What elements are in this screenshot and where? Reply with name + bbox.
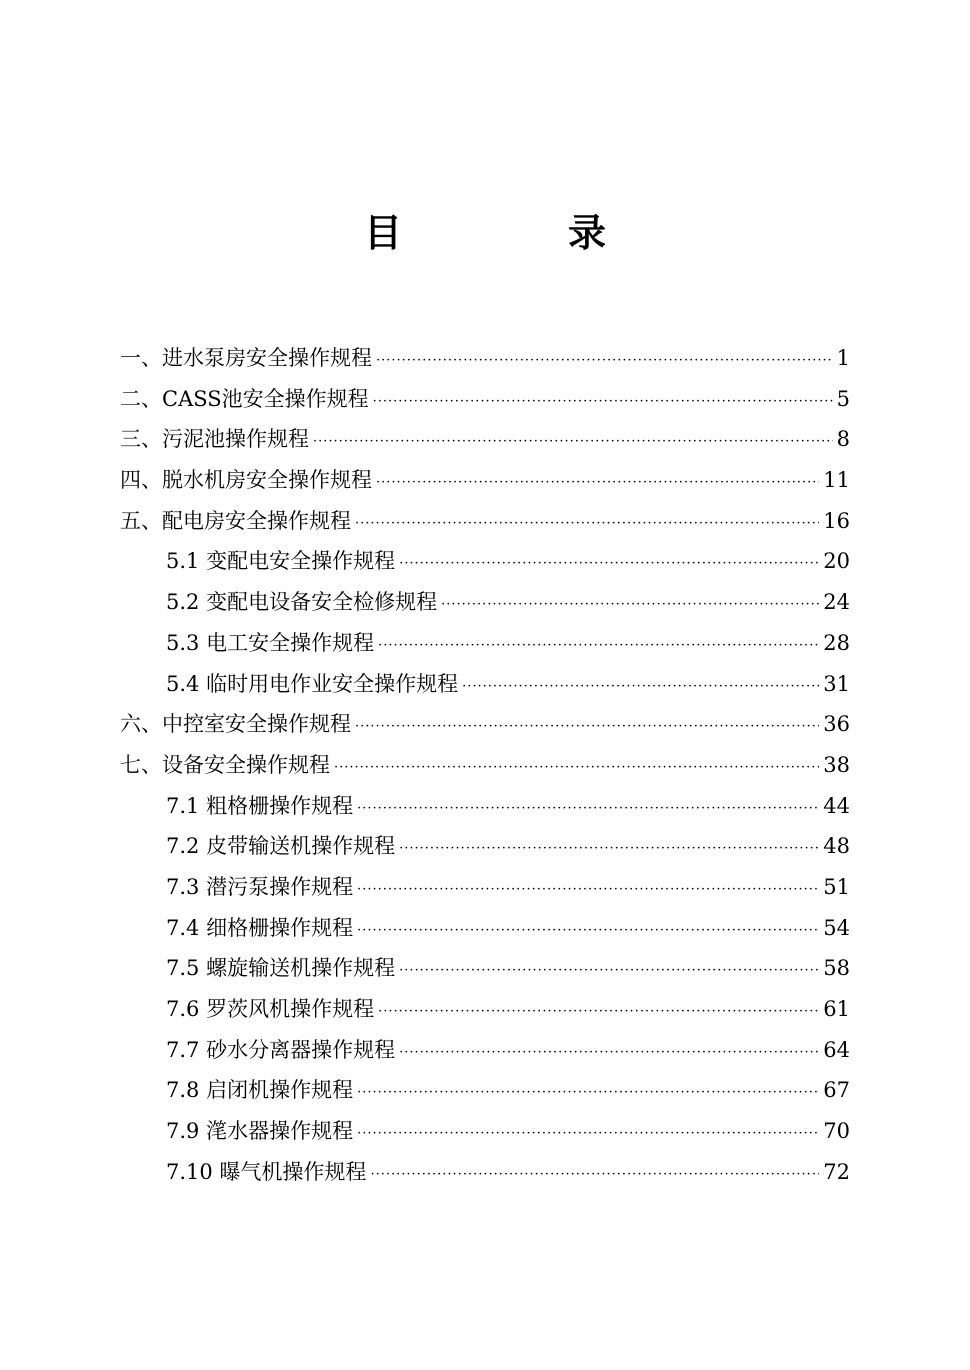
toc-dot-leader bbox=[355, 707, 819, 747]
toc-entry-page-number: 67 bbox=[823, 1078, 850, 1103]
toc-entry-label: 5.3 电工安全操作规程 bbox=[166, 630, 375, 655]
toc-entry-page-number: 28 bbox=[823, 630, 850, 655]
toc-entry-page-number: 16 bbox=[823, 508, 850, 533]
toc-entry-page-number: 24 bbox=[823, 590, 850, 615]
toc-entry[interactable] bbox=[120, 582, 850, 623]
toc-dot-leader bbox=[357, 1114, 819, 1154]
toc-entry[interactable] bbox=[120, 908, 850, 949]
toc-entry-page-number: 54 bbox=[823, 915, 850, 940]
toc-dot-leader bbox=[313, 422, 833, 462]
toc-entry-label: 7.1 粗格栅操作规程 bbox=[166, 793, 354, 818]
toc-entry-label: 7.6 罗茨风机操作规程 bbox=[166, 997, 375, 1021]
toc-entry[interactable] bbox=[120, 379, 850, 420]
toc-entry[interactable] bbox=[120, 1111, 850, 1152]
toc-entry-label: 六、中控室安全操作规程 bbox=[120, 712, 351, 737]
toc-entry-label: 5.1 变配电安全操作规程 bbox=[166, 549, 396, 574]
toc-entry-page-number: 38 bbox=[823, 752, 850, 777]
toc-dot-leader bbox=[399, 829, 819, 869]
toc-dot-leader bbox=[373, 382, 833, 422]
toc-entry[interactable] bbox=[120, 541, 850, 582]
toc-dot-leader bbox=[399, 951, 819, 991]
toc-entry[interactable] bbox=[120, 948, 850, 989]
toc-entry-label: 7.5 螺旋输送机操作规程 bbox=[166, 956, 396, 981]
toc-entry[interactable] bbox=[120, 1030, 850, 1071]
toc-entry-label: 一、进水泵房安全操作规程 bbox=[120, 346, 372, 370]
toc-entry-page-number: 1 bbox=[836, 346, 850, 370]
toc-entry-page-number: 51 bbox=[823, 874, 850, 899]
toc-entry-page-number: 64 bbox=[823, 1037, 850, 1062]
toc-entry-page-number: 44 bbox=[823, 793, 850, 818]
toc-dot-leader bbox=[357, 1073, 819, 1113]
toc-entry[interactable] bbox=[120, 826, 850, 867]
toc-entry-page-number: 58 bbox=[823, 956, 850, 981]
toc-entry[interactable] bbox=[120, 867, 850, 908]
toc-dot-leader bbox=[376, 341, 833, 381]
toc-dot-leader bbox=[357, 911, 819, 951]
toc-dot-leader bbox=[462, 667, 819, 707]
toc-dot-leader bbox=[399, 544, 819, 584]
toc-dot-leader bbox=[357, 870, 819, 910]
toc-dot-leader bbox=[355, 504, 819, 544]
toc-entry-label: 7.10 曝气机操作规程 bbox=[166, 1159, 367, 1184]
toc-entry[interactable] bbox=[120, 419, 850, 460]
toc-entry-page-number: 36 bbox=[823, 712, 850, 737]
toc-dot-leader bbox=[378, 992, 819, 1032]
toc-entry[interactable] bbox=[120, 704, 850, 745]
toc-entry[interactable] bbox=[120, 460, 850, 501]
toc-dot-leader bbox=[357, 789, 819, 829]
toc-entry-label: 三、污泥池操作规程 bbox=[120, 427, 309, 452]
table-of-contents bbox=[120, 338, 850, 1192]
toc-entry[interactable] bbox=[120, 989, 850, 1030]
toc-entry[interactable] bbox=[120, 664, 850, 705]
toc-entry[interactable] bbox=[120, 623, 850, 664]
toc-entry-label: 五、配电房安全操作规程 bbox=[120, 508, 351, 533]
toc-entry-page-number: 5 bbox=[836, 386, 850, 411]
toc-entry[interactable] bbox=[120, 501, 850, 542]
toc-entry-label: 5.2 变配电设备安全检修规程 bbox=[166, 590, 438, 615]
toc-entry-page-number: 70 bbox=[823, 1119, 850, 1144]
toc-entry[interactable] bbox=[120, 786, 850, 827]
toc-entry-page-number: 48 bbox=[823, 834, 850, 859]
toc-entry[interactable] bbox=[120, 338, 850, 379]
toc-entry-label: 7.3 潜污泵操作规程 bbox=[166, 874, 354, 899]
toc-dot-leader bbox=[376, 463, 819, 503]
toc-entry[interactable] bbox=[120, 1152, 850, 1193]
toc-dot-leader bbox=[370, 1155, 819, 1195]
toc-dot-leader bbox=[399, 1033, 819, 1073]
toc-entry-page-number: 11 bbox=[823, 468, 850, 493]
page-title: 目 录 bbox=[363, 210, 670, 255]
toc-entry-label: 7.2 皮带输送机操作规程 bbox=[166, 834, 396, 859]
toc-entry[interactable] bbox=[120, 1070, 850, 1111]
toc-entry-label: 四、脱水机房安全操作规程 bbox=[120, 468, 372, 493]
toc-entry-page-number: 20 bbox=[823, 549, 850, 574]
toc-entry-page-number: 61 bbox=[823, 997, 850, 1021]
toc-dot-leader bbox=[334, 748, 819, 788]
toc-entry-page-number: 8 bbox=[836, 427, 850, 452]
toc-entry-label: 七、设备安全操作规程 bbox=[120, 752, 330, 777]
toc-entry-page-number: 72 bbox=[823, 1159, 850, 1184]
toc-entry-page-number: 31 bbox=[823, 671, 850, 696]
toc-entry-label: 7.8 启闭机操作规程 bbox=[166, 1078, 354, 1103]
toc-entry[interactable] bbox=[120, 745, 850, 786]
toc-entry-label: 7.7 砂水分离器操作规程 bbox=[166, 1037, 396, 1062]
toc-entry-label: 5.4 临时用电作业安全操作规程 bbox=[166, 671, 459, 696]
toc-entry-label: 7.4 细格栅操作规程 bbox=[166, 915, 354, 940]
toc-dot-leader bbox=[441, 585, 819, 625]
toc-entry-label: 二、CASS池安全操作规程 bbox=[120, 386, 369, 411]
toc-entry-label: 7.9 滗水器操作规程 bbox=[166, 1119, 354, 1144]
toc-dot-leader bbox=[378, 626, 819, 666]
